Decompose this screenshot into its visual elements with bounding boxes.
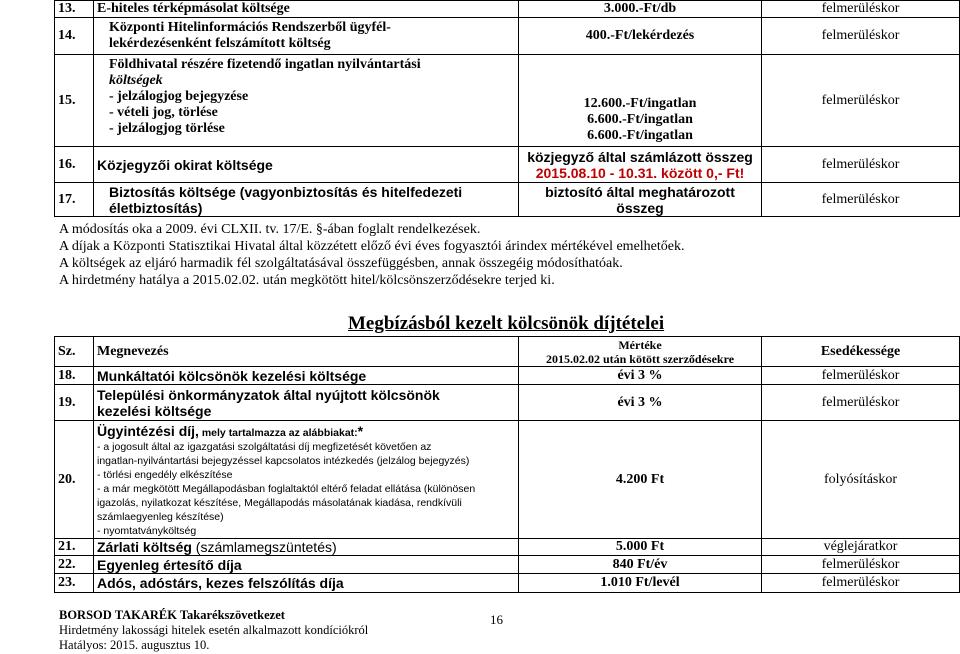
row-name-bold: Zárlati költség (97, 539, 192, 555)
desc-line: Földhivatal részére fizetendő ingatlan nyilvántartási (109, 57, 421, 72)
header-number: Sz. (55, 337, 94, 367)
row-name (94, 385, 519, 421)
row-number: 13. (55, 1, 94, 18)
fee-item: - a már megkötött Megállapodásban foglaltaktól eltérő feladat ellátása (különösen (97, 483, 476, 495)
header-name: Megnevezés (94, 337, 519, 367)
row-description (94, 18, 519, 55)
desc-line: Központi Hitelinformációs Rendszerből ügyfél- (109, 20, 391, 35)
amount-line: 6.600.-Ft/ingatlan (587, 128, 693, 143)
footer (59, 608, 368, 653)
row-name-rest: (számlamegszüntetés) (191, 539, 337, 555)
desc-line: költségek (109, 73, 163, 88)
notes-block (59, 221, 685, 289)
fee-item: - a jogosult által az igazgatási szolgáltatási díj megfizetését követően az (97, 441, 432, 453)
table-row (55, 55, 960, 147)
row-amount (519, 55, 762, 147)
fee-item: ingatlan-nyilvántartási bejegyzéssel kapcsolatos intézkedés (jelzálog bejegyzés) (97, 455, 470, 467)
table-row (55, 367, 960, 385)
row-number: 15. (55, 55, 94, 147)
row-name: Egyenleg értesítő díja (94, 556, 519, 574)
row-description: Közjegyzői okirat költsége (94, 147, 519, 183)
section-title: Megbízásból kezelt kölcsönök díjtételei (348, 313, 665, 334)
row-number: 22. (55, 556, 94, 574)
row-due: felmerüléskor (762, 367, 960, 385)
row-name (94, 539, 519, 556)
row-description (94, 183, 519, 217)
row-rate: évi 3 % (519, 385, 762, 421)
row-name: Munkáltatói kölcsönök kezelési költsége (94, 367, 519, 385)
fee-title-note: mely tartalmazza az alábbiakat: (198, 427, 358, 439)
row-due: felmerüléskor (762, 574, 960, 593)
row-due: folyósításkor (762, 421, 960, 539)
note-line: A hirdetmény hatálya a 2015.02.02. után megkötött hitel/kölcsönszerződésekre terjed ki. (59, 273, 555, 288)
table-row (55, 1, 960, 18)
table-row (55, 539, 960, 556)
row-rate: 840 Ft/év (519, 556, 762, 574)
row-rate: 1.010 Ft/levél (519, 574, 762, 593)
table-row (55, 18, 960, 55)
note-line: A költségek az eljáró harmadik fél szolgáltatásával összefüggésben, annak összegéig módosíthatóak. (59, 256, 623, 271)
amount-line: 6.600.-Ft/ingatlan (587, 112, 693, 127)
row-amount: biztosító által meghatározott összeg (519, 183, 762, 217)
row-due: felmerüléskor (762, 147, 960, 183)
desc-line: lekérdezésenként felszámított költség (109, 36, 331, 51)
name-line: Települési önkormányzatok által nyújtott kölcsönök (97, 386, 440, 403)
note-line: A díjak a Központi Statisztikai Hivatal által közzétett előző évi éves fogyasztói árindex mértékével emelhetőek. (59, 239, 685, 254)
row-due: felmerüléskor (762, 556, 960, 574)
name-line: kezelési költsége (97, 402, 212, 419)
row-name (94, 421, 519, 539)
header-rate-line: Mértéke (618, 337, 662, 352)
footer-document-title: Hirdetmény lakossági hitelek esetén alkalmazott kondíciókról (59, 623, 369, 637)
footnote-star: * (357, 423, 364, 439)
desc-line: életbiztosítás) (109, 199, 203, 216)
amount-note: 2015.08.10 - 10.31. között 0,- Ft! (535, 164, 745, 181)
fee-table-top (54, 0, 960, 217)
row-rate: 5.000 Ft (519, 539, 762, 556)
fee-item: - nyomtatványköltség (97, 525, 197, 537)
row-number: 19. (55, 385, 94, 421)
header-rate (519, 337, 762, 367)
row-number: 16. (55, 147, 94, 183)
table-row (55, 421, 960, 539)
header-rate-line: 2015.02.02 után kötött szerződésekre (545, 351, 735, 366)
footer-effective-date: Hatályos: 2015. augusztus 10. (59, 638, 210, 652)
fee-table-managed-loans (54, 336, 960, 593)
fee-item: számlaegyenleg készítése) (97, 511, 224, 523)
row-number: 23. (55, 574, 94, 593)
fee-items (97, 440, 515, 538)
fee-title-text: Ügyintézési díj, (97, 423, 199, 439)
row-number: 18. (55, 367, 94, 385)
row-due: felmerüléskor (762, 55, 960, 147)
amount-line: közjegyző által számlázott összeg (527, 148, 753, 165)
row-due: véglejáratkor (762, 539, 960, 556)
note-line: A módosítás oka a 2009. évi CLXII. tv. 17/E. §-ában foglalt rendelkezések. (59, 222, 481, 237)
amount-line: 12.600.-Ft/ingatlan (583, 96, 697, 111)
row-amount (519, 147, 762, 183)
row-name: Adós, adóstárs, kezes felszólítás díja (94, 574, 519, 593)
table-row (55, 574, 960, 593)
row-due: felmerüléskor (762, 183, 960, 217)
desc-line: - jelzálogjog bejegyzése (109, 89, 249, 104)
row-rate: 4.200 Ft (519, 421, 762, 539)
table-header-row (55, 337, 960, 367)
desc-line: Biztosítás költsége (vagyonbiztosítás és hitelfedezeti (109, 183, 463, 200)
row-number: 14. (55, 18, 94, 55)
row-number: 21. (55, 539, 94, 556)
desc-line: - vételi jog, törlése (109, 105, 218, 120)
fee-title (97, 423, 515, 440)
table-row (55, 183, 960, 217)
row-due: felmerüléskor (762, 18, 960, 55)
table-row (55, 556, 960, 574)
row-amount: 400.-Ft/lekérdezés (519, 18, 762, 55)
row-number: 17. (55, 183, 94, 217)
row-due: felmerüléskor (762, 1, 960, 18)
table-row (55, 385, 960, 421)
fee-item: - törlési engedély elkészítése (97, 469, 233, 481)
row-number: 20. (55, 421, 94, 539)
row-rate: évi 3 % (519, 367, 762, 385)
row-description (94, 55, 519, 147)
footer-bank-name: BORSOD TAKARÉK Takarékszövetkezet (59, 608, 285, 622)
fee-item: igazolás, nyilatkozat készítése, Megállapodás másolatának kiadása, rendkívüli (97, 497, 462, 509)
page-number: 16 (490, 612, 503, 627)
desc-line: - jelzálogjog törlése (109, 121, 225, 136)
header-due: Esedékessége (762, 337, 960, 367)
row-description: E-hiteles térképmásolat költsége (94, 1, 519, 18)
table-row (55, 147, 960, 183)
row-due: felmerüléskor (762, 385, 960, 421)
row-amount: 3.000.-Ft/db (519, 1, 762, 18)
